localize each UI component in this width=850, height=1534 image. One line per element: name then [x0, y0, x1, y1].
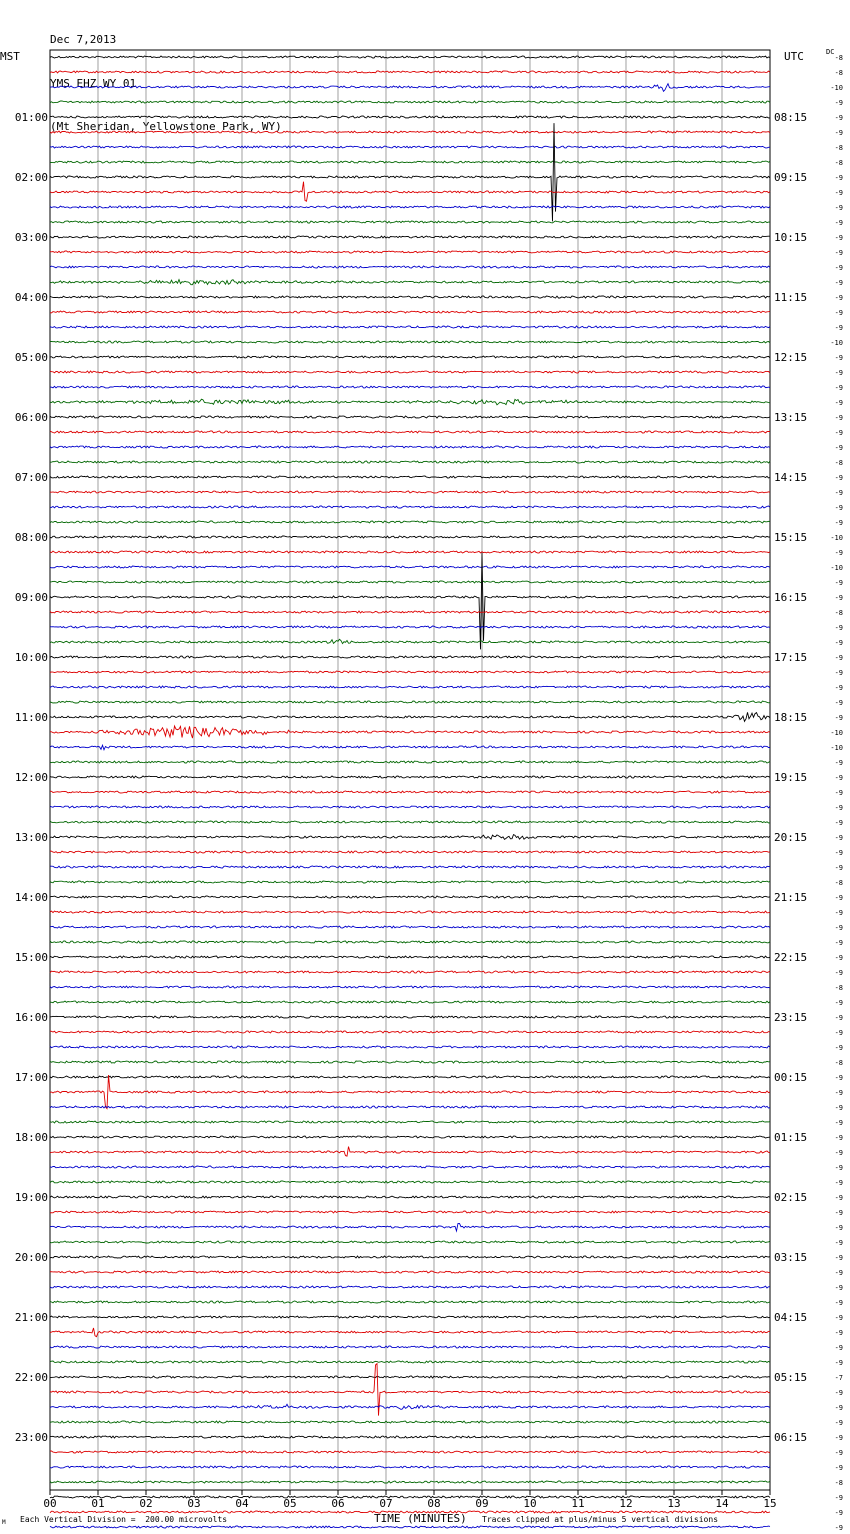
trace-line: [50, 1271, 770, 1273]
dc-offset-label: -10: [830, 564, 843, 572]
dc-offset-label: -9: [834, 819, 843, 827]
dc-offset-label: -9: [834, 129, 843, 137]
dc-offset-label: -8: [834, 984, 843, 992]
utc-hour-label: 21:15: [774, 891, 808, 904]
trace-line: [50, 726, 770, 738]
dc-offset-label: -9: [834, 789, 843, 797]
x-tick-label: 11: [571, 1497, 585, 1510]
trace-line: [50, 1241, 770, 1243]
trace-line: [50, 656, 770, 658]
trace-line: [50, 941, 770, 943]
clip-note: Traces clipped at plus/minus 5 vertical divisions: [482, 1515, 719, 1524]
trace-line: [50, 1075, 770, 1109]
trace-line: [50, 1421, 770, 1423]
mst-hour-label: 11:00: [14, 711, 48, 724]
dc-offset-labels: [830, 54, 843, 1534]
dc-offset-label: -9: [834, 324, 843, 332]
utc-hour-label: 15:15: [774, 531, 808, 544]
trace-line: [50, 476, 770, 478]
mst-hour-label: 08:00: [14, 531, 48, 544]
dc-offset-label: -9: [834, 1494, 843, 1502]
dc-offset-label: -9: [834, 849, 843, 857]
trace-line: [50, 491, 770, 493]
mst-hour-label: 20:00: [14, 1251, 48, 1264]
x-axis-title: TIME (MINUTES): [374, 1512, 467, 1525]
dc-offset-label: -9: [834, 249, 843, 257]
dc-offset-label: -9: [834, 1404, 843, 1412]
dc-offset-label: -9: [834, 714, 843, 722]
dc-offset-label: -9: [834, 1119, 843, 1127]
trace-line: [50, 84, 770, 92]
dc-offset-label: -8: [834, 1479, 843, 1487]
dc-offset-label: -7: [834, 1374, 843, 1382]
trace-line: [50, 386, 770, 388]
dc-offset-label: -9: [834, 999, 843, 1007]
utc-hour-label: 14:15: [774, 471, 808, 484]
dc-offset-label: -8: [834, 54, 843, 62]
trace-line: [50, 521, 770, 523]
trace-line: [50, 1147, 770, 1157]
dc-offset-label: -10: [830, 744, 843, 752]
trace-line: [50, 701, 770, 703]
x-tick-label: 05: [283, 1497, 297, 1510]
x-tick-label: 14: [715, 1497, 729, 1510]
mst-zone-label: MST: [0, 50, 20, 63]
trace-line: [50, 1451, 770, 1453]
trace-line: [50, 1031, 770, 1033]
utc-hour-label: 12:15: [774, 351, 808, 364]
dc-offset-label: -9: [834, 1014, 843, 1022]
trace-line: [50, 206, 770, 208]
trace-line: [50, 1211, 770, 1213]
utc-hour-label: 06:15: [774, 1431, 808, 1444]
dc-offset-label: -9: [834, 264, 843, 272]
trace-line: [50, 446, 770, 448]
mst-hour-label: 12:00: [14, 771, 48, 784]
dc-offset-label: -9: [834, 834, 843, 842]
x-tick-labels: [43, 1490, 776, 1510]
trace-line: [50, 1346, 770, 1348]
dc-offset-label: -8: [834, 609, 843, 617]
trace-line: [50, 221, 770, 223]
trace-line: [50, 611, 770, 613]
dc-offset-label: -9: [834, 1464, 843, 1472]
x-tick-label: 06: [331, 1497, 345, 1510]
trace-line: [50, 1181, 770, 1183]
trace-line: [50, 1223, 770, 1231]
mst-hour-label: 21:00: [14, 1311, 48, 1324]
trace-line: [50, 431, 770, 433]
dc-offset-label: -9: [834, 1134, 843, 1142]
trace-line: [50, 626, 770, 628]
trace-line: [50, 745, 770, 750]
mst-hour-labels: [15, 111, 48, 1444]
trace-line: [50, 851, 770, 853]
mst-hour-label: 13:00: [14, 831, 48, 844]
dc-offset-label: -9: [834, 399, 843, 407]
dc-offset-label: -9: [834, 969, 843, 977]
trace-line: [50, 1196, 770, 1198]
trace-line: [50, 1316, 770, 1318]
mst-hour-label: 15:00: [14, 951, 48, 964]
trace-line: [50, 506, 770, 508]
x-tick-label: 07: [379, 1497, 393, 1510]
dc-offset-label: -9: [834, 1434, 843, 1442]
mst-hour-label: 17:00: [14, 1071, 48, 1084]
dc-offset-label: -9: [834, 279, 843, 287]
dc-offset-label: -9: [834, 669, 843, 677]
dc-offset-label: -9: [834, 954, 843, 962]
mst-hour-label: 06:00: [14, 411, 48, 424]
trace-line: [50, 926, 770, 928]
dc-offset-label: -9: [834, 1329, 843, 1337]
mst-hour-label: 05:00: [14, 351, 48, 364]
dc-offset-label: -9: [834, 909, 843, 917]
x-tick-label: 15: [763, 1497, 777, 1510]
utc-zone-label: UTC: [784, 50, 804, 63]
dc-offset-label: -9: [834, 99, 843, 107]
dc-offset-label: -9: [834, 354, 843, 362]
dc-offset-label: -9: [834, 294, 843, 302]
trace-line: [50, 806, 770, 808]
trace-line: [50, 341, 770, 343]
dc-offset-label: -9: [834, 429, 843, 437]
utc-hour-label: 10:15: [774, 231, 808, 244]
trace-line: [50, 356, 770, 358]
dc-offset-label: -9: [834, 369, 843, 377]
x-tick-label: 08: [427, 1497, 441, 1510]
utc-hour-label: 01:15: [774, 1131, 808, 1144]
trace-line: [50, 101, 770, 103]
dc-offset-label: -9: [834, 309, 843, 317]
dc-label: DC: [826, 48, 835, 56]
x-tick-label: 12: [619, 1497, 633, 1510]
dc-offset-label: -9: [834, 414, 843, 422]
minute-gridlines: [98, 50, 722, 1490]
mst-hour-label: 16:00: [14, 1011, 48, 1024]
trace-line: [50, 296, 770, 298]
utc-hour-label: 19:15: [774, 771, 808, 784]
trace-line: [50, 1286, 770, 1288]
trace-line: [50, 1376, 770, 1378]
trace-line: [50, 536, 770, 538]
dc-offset-label: -9: [834, 1194, 843, 1202]
dc-offset-label: -9: [834, 114, 843, 122]
dc-offset-label: -9: [834, 579, 843, 587]
dc-offset-label: -8: [834, 459, 843, 467]
trace-line: [50, 461, 770, 463]
mst-hour-label: 07:00: [14, 471, 48, 484]
utc-hour-label: 11:15: [774, 291, 808, 304]
utc-hour-label: 04:15: [774, 1311, 808, 1324]
dc-offset-label: -9: [834, 549, 843, 557]
dc-offset-label: -9: [834, 654, 843, 662]
utc-hour-label: 02:15: [774, 1191, 808, 1204]
trace-line: [50, 311, 770, 313]
dc-offset-label: -9: [834, 1224, 843, 1232]
trace-line: [50, 1076, 770, 1078]
dc-offset-label: -9: [834, 234, 843, 242]
dc-offset-label: -9: [834, 1269, 843, 1277]
trace-line: [50, 161, 770, 163]
dc-offset-label: -9: [834, 774, 843, 782]
trace-line: [50, 1121, 770, 1123]
dc-offset-label: -8: [834, 879, 843, 887]
dc-offset-label: -9: [834, 684, 843, 692]
dc-offset-label: -9: [834, 1074, 843, 1082]
trace-line: [50, 1364, 770, 1416]
trace-line: [50, 712, 770, 721]
mst-hour-label: 23:00: [14, 1431, 48, 1444]
dc-offset-label: -10: [830, 84, 843, 92]
trace-line: [50, 251, 770, 253]
trace-line: [50, 236, 770, 238]
dc-offset-label: -9: [834, 1239, 843, 1247]
dc-offset-label: -9: [834, 504, 843, 512]
mst-hour-label: 14:00: [14, 891, 48, 904]
trace-line: [50, 1046, 770, 1048]
utc-hour-label: 17:15: [774, 651, 808, 664]
dc-offset-label: -9: [834, 1524, 843, 1532]
dc-offset-label: -9: [834, 924, 843, 932]
dc-offset-label: -9: [834, 219, 843, 227]
station-label: YMS EHZ WY 01: [50, 76, 137, 90]
trace-line: [50, 1496, 770, 1498]
utc-hour-label: 20:15: [774, 831, 808, 844]
trace-line: [50, 1166, 770, 1168]
trace-line: [50, 776, 770, 778]
dc-offset-label: -9: [834, 939, 843, 947]
date-label: Dec 7,2013: [50, 33, 117, 46]
dc-offset-label: -9: [834, 1044, 843, 1052]
trace-line: [50, 146, 770, 148]
trace-line: [50, 911, 770, 913]
trace-line: [50, 1436, 770, 1438]
dc-offset-label: -8: [834, 69, 843, 77]
trace-line: [50, 821, 770, 823]
dc-offset-label: -9: [834, 1029, 843, 1037]
dc-offset-label: -9: [834, 1104, 843, 1112]
utc-hour-label: 08:15: [774, 111, 808, 124]
trace-line: [50, 1466, 770, 1468]
trace-line: [50, 71, 770, 73]
trace-line: [50, 566, 770, 568]
dc-offset-label: -9: [834, 489, 843, 497]
trace-line: [50, 986, 770, 988]
trace-line: [50, 581, 770, 583]
trace-line: [50, 1361, 770, 1363]
mst-hour-label: 03:00: [14, 231, 48, 244]
dc-offset-label: -10: [830, 339, 843, 347]
trace-line: [50, 761, 770, 763]
dc-offset-label: -9: [834, 189, 843, 197]
trace-line: [50, 326, 770, 328]
trace-line: [50, 671, 770, 673]
x-tick-label: 10: [523, 1497, 537, 1510]
x-tick-label: 00: [43, 1497, 57, 1510]
mst-hour-label: 02:00: [14, 171, 48, 184]
dc-offset-label: -9: [834, 1149, 843, 1157]
trace-line: [50, 182, 770, 202]
dc-offset-label: -9: [834, 699, 843, 707]
dc-offset-label: -9: [834, 864, 843, 872]
trace-line: [50, 971, 770, 973]
x-tick-label: 09: [475, 1497, 489, 1510]
x-tick-label: 04: [235, 1497, 249, 1510]
dc-offset-label: -9: [834, 519, 843, 527]
trace-line: [50, 1481, 770, 1483]
utc-hour-label: 23:15: [774, 1011, 808, 1024]
trace-line: [50, 896, 770, 898]
dc-offset-label: -9: [834, 759, 843, 767]
trace-line: [50, 881, 770, 883]
trace-line: [50, 1016, 770, 1018]
utc-hour-label: 22:15: [774, 951, 808, 964]
corner-mark: M: [2, 1519, 6, 1526]
dc-offset-label: -9: [834, 1164, 843, 1172]
trace-line: [50, 639, 770, 643]
dc-offset-label: -9: [834, 594, 843, 602]
dc-offset-label: -9: [834, 204, 843, 212]
utc-hour-label: 18:15: [774, 711, 808, 724]
utc-hour-labels: [774, 111, 807, 1444]
dc-offset-label: -9: [834, 1299, 843, 1307]
scale-note: Each Vertical Division = 200.00 microvolts: [20, 1515, 228, 1524]
location-label: (Mt Sheridan, Yellowstone Park, WY): [50, 120, 282, 133]
trace-line: [50, 1061, 770, 1063]
trace-line: [50, 280, 770, 285]
trace-line: [50, 116, 770, 118]
dc-offset-label: -9: [834, 474, 843, 482]
dc-offset-label: -8: [834, 1059, 843, 1067]
utc-hour-label: 13:15: [774, 411, 808, 424]
mst-hour-label: 10:00: [14, 651, 48, 664]
trace-line: [50, 56, 770, 58]
mst-hour-label: 18:00: [14, 1131, 48, 1144]
mst-hour-label: 04:00: [14, 291, 48, 304]
dc-offset-label: -9: [834, 894, 843, 902]
utc-hour-label: 09:15: [774, 171, 808, 184]
x-tick-label: 13: [667, 1497, 681, 1510]
trace-line: [50, 266, 770, 268]
trace-line: [50, 551, 770, 553]
dc-offset-label: -9: [834, 804, 843, 812]
mst-hour-label: 22:00: [14, 1371, 48, 1384]
mst-hour-label: 01:00: [14, 111, 48, 124]
trace-line: [50, 1301, 770, 1303]
trace-line: [50, 416, 770, 418]
x-tick-label: 03: [187, 1497, 201, 1510]
dc-offset-label: -9: [834, 1344, 843, 1352]
utc-hour-label: 16:15: [774, 591, 808, 604]
mst-hour-label: 19:00: [14, 1191, 48, 1204]
dc-offset-label: -8: [834, 159, 843, 167]
dc-offset-label: -9: [834, 1509, 843, 1517]
dc-offset-label: -9: [834, 1254, 843, 1262]
dc-offset-label: -9: [834, 624, 843, 632]
mst-hour-label: 09:00: [14, 591, 48, 604]
utc-hour-label: 03:15: [774, 1251, 808, 1264]
utc-hour-label: 05:15: [774, 1371, 808, 1384]
trace-line: [50, 686, 770, 688]
dc-offset-label: -8: [834, 144, 843, 152]
trace-line: [50, 1526, 770, 1528]
trace-line: [50, 866, 770, 868]
dc-offset-label: -10: [830, 534, 843, 542]
trace-line: [50, 399, 770, 405]
dc-offset-label: -9: [834, 1314, 843, 1322]
trace-line: [50, 1404, 770, 1409]
x-tick-label: 01: [91, 1497, 105, 1510]
dc-offset-label: -9: [834, 1449, 843, 1457]
dc-offset-label: -10: [830, 729, 843, 737]
dc-offset-label: -9: [834, 384, 843, 392]
trace-line: [50, 371, 770, 373]
dc-offset-label: -9: [834, 1419, 843, 1427]
trace-line: [50, 1106, 770, 1108]
dc-offset-label: -9: [834, 1389, 843, 1397]
trace-line: [50, 1001, 770, 1003]
trace-line: [50, 1136, 770, 1138]
dc-offset-label: -9: [834, 174, 843, 182]
trace-line: [50, 956, 770, 958]
x-tick-label: 02: [139, 1497, 153, 1510]
utc-hour-label: 00:15: [774, 1071, 808, 1084]
dc-offset-label: -9: [834, 1209, 843, 1217]
dc-offset-label: -9: [834, 639, 843, 647]
dc-offset-label: -9: [834, 1284, 843, 1292]
trace-line: [50, 1328, 770, 1337]
dc-offset-label: -9: [834, 444, 843, 452]
trace-lines: [50, 56, 770, 1534]
trace-line: [50, 131, 770, 133]
trace-line: [50, 835, 770, 840]
dc-offset-label: -9: [834, 1089, 843, 1097]
trace-line: [50, 791, 770, 793]
trace-line: [50, 1256, 770, 1258]
dc-offset-label: -9: [834, 1359, 843, 1367]
dc-offset-label: -9: [834, 1179, 843, 1187]
